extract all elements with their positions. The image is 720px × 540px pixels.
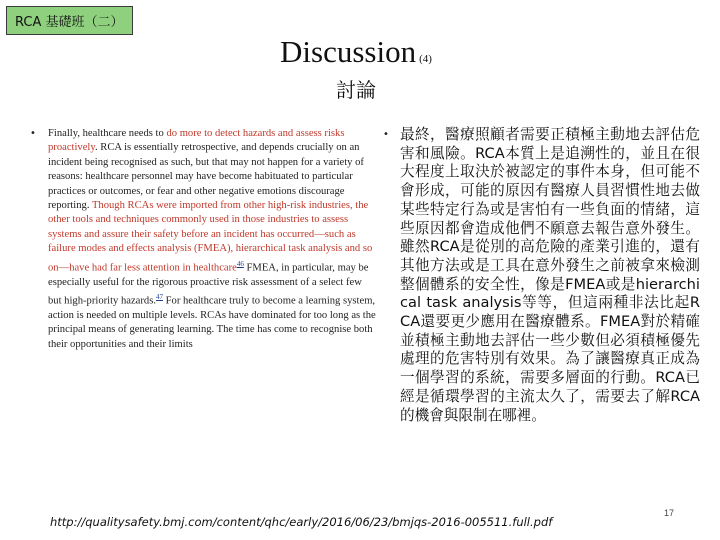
citation-link-47[interactable]: 47 [155,293,163,301]
title-text: Discussion [280,34,417,69]
course-badge: RCA 基礎班（二） [6,6,133,35]
title-part-number: (4) [419,53,432,65]
source-url: http://qualitysafety.bmj.com/content/qhc/early/2016/06/23/bmjqs-2016-005511.full.pdf [50,515,553,529]
english-highlight-1: do more to detect hazards and assess risks proactively [48,128,345,154]
chinese-paragraph: 最終，醫療照顧者需要正積極主動地去評估危害和風險。RCA本質上是追溯性的，並且在很大程度上取決於被認定的事件本身，但可能不會形成，可能的原因有醫療人員習慣性地去做某些特定行為或是害怕有一些負面的情緒，這些原因都會造成他們不願意去報告意外發生。雖然RCA是從別的高危險的產業引進的，還有其他方法或是工具在意外發生之前被拿來檢測整個體系的安全性，像是FMEA或是hierarchical task analysis等等，但這兩種非法比起RCA還要更少應用在醫療體系。FMEA對於精確並積極主動地去評估一些少數但必須積極優先處理的危害特別有效果。為了讓醫療真正成為一個學習的系統，需要多層面的行動。RCA已經是循環學習的主流太久了，需要去了解RCA的機會與限制在哪裡。 [400,126,700,424]
page-subtitle: 討論 [336,78,376,102]
english-paragraph [48,127,378,352]
english-text-3: FMEA, in particular, may be especially useful for the rigorous proactive risk assessment of a select few but high-priority hazards. [48,262,369,307]
bullet-chinese: • [383,129,389,140]
citation-link-46[interactable]: 46 [236,259,244,268]
english-text-2: . RCA is essentially retrospective, and depends crucially on an incident being recognised as such, but that may not happen for a variety of reasons: healthcare personnel may have become habituated to particular practices or outcomes, or fear and other negative emotions discourage reporting. [48,142,364,212]
page-number: 17 [664,508,675,518]
english-text-4: For healthcare truly to become a learning system, action is needed on multiple levels. RCAs have dominated for too long as the principal means of generating learning. The time has come to recognise both their opportunities and their limits [48,295,376,350]
english-text-1: Finally, healthcare needs to [48,128,167,139]
bullet-english: • [30,128,36,139]
page-title [280,34,432,70]
english-highlight-2: Though RCAs were imported from other high-risk industries, the other tools and techniques commonly used in those industries to assess systems and assure their safety before an incident has occurred—such as failure modes and effects analysis (FMEA), hierarchical task analysis and so on—have had far less attention in healthcare [48,200,373,274]
